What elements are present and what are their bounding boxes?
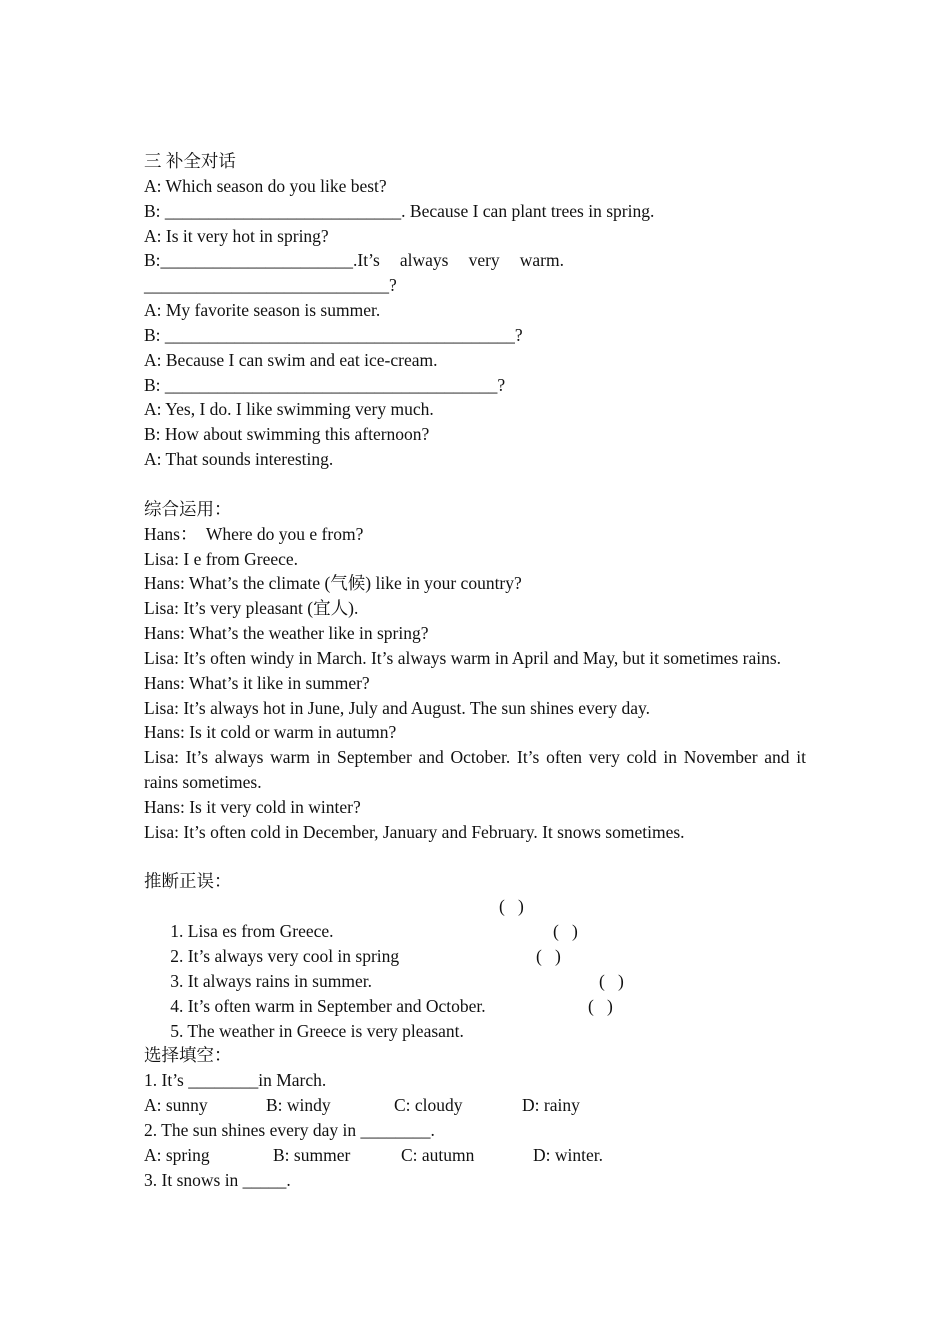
reading-line: Hans: What’s the climate (气候) like in your country? (144, 573, 522, 594)
reading-line: Hans: What’s the weather like in spring? (144, 623, 429, 644)
dialogue-line: A: Yes, I do. I like swimming very much. (144, 399, 434, 420)
option-d: D: winter. (533, 1144, 603, 1165)
spacer (144, 845, 806, 870)
section3-heading: 推断正误： (144, 871, 232, 892)
reading-line: Hans: What’s it like in summer? (144, 672, 370, 693)
option-c: C: cloudy (394, 1095, 463, 1116)
answer-parentheses: ( ) (536, 946, 561, 966)
true-false-item (144, 919, 806, 966)
spacer (144, 472, 806, 497)
option-a: A: spring (144, 1144, 210, 1165)
statement-text: 3. It always rains in summer. (170, 970, 372, 991)
reading-line: Hans: Is it cold or warm in autumn? (144, 722, 397, 743)
section2-heading: 综合运用： (144, 498, 232, 519)
option-b: B: windy (266, 1095, 331, 1116)
dialogue-line: A: That sounds interesting. (144, 449, 334, 470)
section4-heading: 选择填空： (144, 1045, 232, 1066)
answer-parentheses: ( ) (588, 995, 613, 1016)
option-c: C: autumn (401, 1144, 475, 1165)
true-false-item (144, 894, 806, 942)
reading-line: Lisa: It’s often windy in March. It’s always warm in April and May, but it sometimes rains. (144, 647, 782, 668)
question-3: 3. It snows in _____. (144, 1169, 291, 1190)
question-1-options (144, 1093, 806, 1118)
true-false-item (144, 994, 806, 1041)
question-1: 1. It’s ________in March. (144, 1070, 327, 1091)
answer-parentheses: ( ) (599, 970, 624, 991)
dialogue-line: B:______________________.It’s always very warm. ____________________________? (144, 250, 564, 296)
reading-line: Lisa: It’s always hot in June, July and August. The sun shines every day. (144, 697, 650, 718)
option-b: B: summer (273, 1144, 351, 1165)
true-false-item (144, 944, 806, 991)
reading-line: Lisa: It’s always warm in September and October. It’s often very cold in November and it rains sometimes. (144, 747, 806, 793)
reading-line: Lisa: It’s very pleasant (宜人). (144, 598, 359, 619)
dialogue-line: A: Because I can swim and eat ice-cream. (144, 349, 438, 370)
statement-text: 5. The weather in Greece is very pleasant. (170, 1020, 464, 1041)
dialogue-line: A: My favorite season is summer. (144, 300, 381, 321)
statement-text: 1. Lisa es from Greece. (170, 921, 334, 942)
true-false-item (144, 969, 806, 1016)
dialogue-line: B: ___________________________. Because I can plant trees in spring. (144, 200, 655, 221)
reading-line: Lisa: I e from Greece. (144, 548, 299, 569)
answer-parentheses: ( ) (499, 896, 524, 917)
statement-text: 4. It’s often warm in September and October. (170, 995, 486, 1016)
reading-line: Hans: Is it very cold in winter? (144, 796, 361, 817)
reading-line: Hans： Where do you e from? (144, 523, 364, 544)
answer-parentheses: ( ) (553, 921, 578, 942)
dialogue-line: B: How about swimming this afternoon? (144, 424, 430, 445)
dialogue-line: B: ______________________________________? (144, 374, 506, 395)
statement-text: 2. It’s always very cool in spring (170, 946, 400, 966)
question-2-options (144, 1143, 806, 1168)
worksheet-content (144, 149, 806, 1192)
question-2: 2. The sun shines every day in ________. (144, 1119, 435, 1140)
reading-line: Lisa: It’s often cold in December, January and February. It snows sometimes. (144, 821, 685, 842)
dialogue-line: B: ________________________________________? (144, 324, 523, 345)
dialogue-line: A: Is it very hot in spring? (144, 225, 329, 246)
option-a: A: sunny (144, 1095, 208, 1116)
option-d: D: rainy (522, 1095, 580, 1116)
section1-heading: 三 补全对话 (144, 151, 236, 171)
dialogue-line: A: Which season do you like best? (144, 175, 387, 196)
